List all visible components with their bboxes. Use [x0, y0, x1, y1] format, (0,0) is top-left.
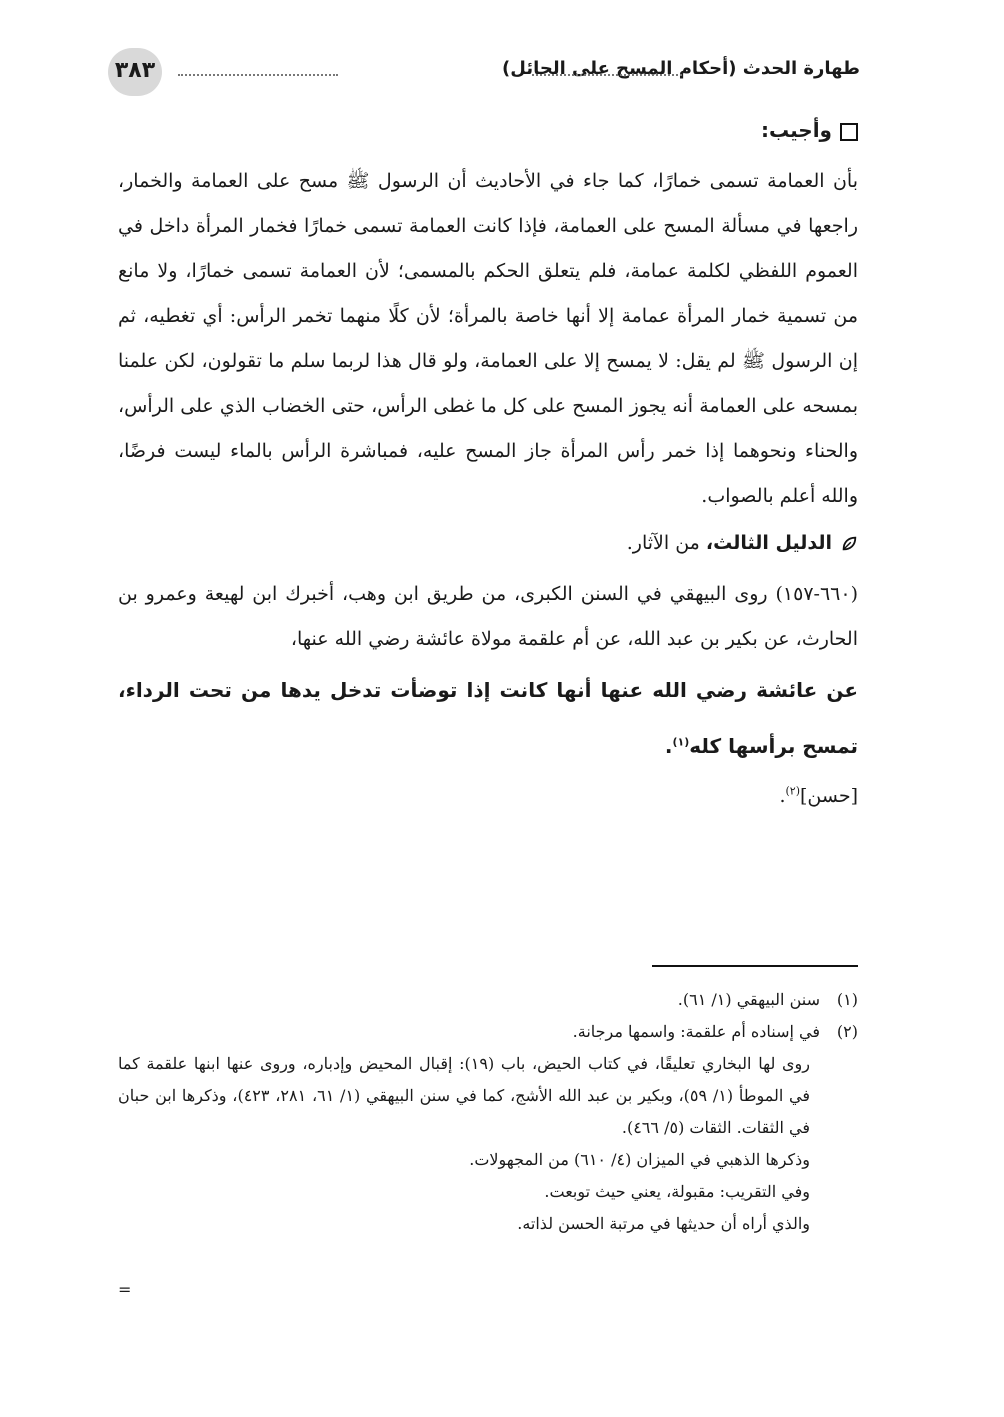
section-heading-text: وأجيب: [760, 118, 832, 142]
footnote [118, 1016, 858, 1048]
footnote-continuation: وفي التقريب: مقبولة، يعني حيث توبعت. [544, 1182, 810, 1201]
footnote-number: (١) [836, 990, 858, 1009]
answer-paragraph: بأن العمامة تسمى خمارًا، كما جاء في الأحاديث أن الرسول ﷺ مسح على العمامة والخمار، راجعها في مسألة المسح على العمامة، فإذا كانت العمامة تسمى خمارًا فخمار المرأة داخل في العموم اللفظي لكلمة عمامة، فلم يتعلق الحكم بالمسمى؛ لأن العمامة تسمى خمارًا، ولا مانع من تسمية خمار المرأة عمامة إلا أنها خاصة بالمرأة؛ لأن كلًا منهما تخمر الرأس: أي تغطيه، ثم إن الرسول ﷺ لم يقل: لا يمسح إلا على العمامة، ولو قال هذا لربما سلم ما تقولون، لكن علمنا بمسحه على العمامة أنه يجوز المسح على كل ما غطى الرأس، حتى الخضاب الذي على الرأس، والحناء ونحوهما إذا خمر رأس المرأة جاز المسح عليه، فمباشرة الرأس بالماء ليست فرضًا، والله أعلم بالصواب. [118, 170, 858, 507]
footnote-text: في إسناده أم علقمة: واسمها مرجانة. [572, 1022, 820, 1041]
footnote-continuation: روى لها البخاري تعليقًا، في كتاب الحيض، باب (١٩): إقبال المحيض وإدباره، وروى عنها ابنها علقمة كما في الموطأ (١/ ٥٩)، وبكير بن عبد الله الأشج، كما في سنن البيهقي (١/ ٦١، ٢٨١، ٤٢٣)، وذكرها ابن حبان في الثقات. الثقات (٥/ ٤٦٦). [118, 1054, 811, 1137]
evidence-label: الدليل الثالث، [705, 532, 832, 554]
evidence-heading [118, 521, 858, 566]
hadith-body: عن عائشة رضي الله عنها أنها كانت إذا توضأت تدخل يدها من تحت الرداء، تمسح برأسها كله [118, 678, 858, 758]
grade-line [118, 774, 858, 819]
footnote-ref-1: (١) [672, 735, 690, 749]
footnote [118, 984, 858, 1016]
section-heading [118, 108, 858, 153]
continuation-mark: = [118, 1280, 132, 1299]
grade-end: . [779, 785, 786, 807]
footnote-separator [652, 965, 858, 967]
hadith-end: . [664, 734, 673, 758]
footnote-text: سنن البيهقي (١/ ٦١). [677, 990, 820, 1009]
grade-text: [حسن] [800, 785, 858, 807]
running-title: طهارة الحدث (أحكام المسح على الحائل) [502, 58, 860, 79]
footnote-continuation: وذكرها الذهبي في الميزان (٤/ ٦١٠) من المجهولات. [469, 1150, 810, 1169]
narration-paragraph: (٦٦٠-١٥٧) روى البيهقي في السنن الكبرى، من طريق ابن وهب، أخبرك ابن لهيعة وعمرو بن الحارث، عن بكير بن عبد الله، عن أم علقمة مولاة عائشة رضي الله عنها، [118, 583, 858, 650]
footnote-ref-2: (٢) [785, 784, 801, 798]
main-text [118, 108, 858, 819]
page-number: ٣٨٣ [108, 48, 162, 96]
hadith-text [118, 662, 858, 774]
footnotes [118, 984, 858, 1240]
checkbox-icon [840, 123, 858, 141]
evidence-text: من الآثار. [626, 532, 706, 554]
footnote-number: (٢) [836, 1022, 858, 1041]
leaf-icon [840, 535, 858, 553]
header-dots-right [532, 74, 682, 76]
footnote-continuation: والذي أراه أن حديثها في مرتبة الحسن لذاته. [517, 1214, 810, 1233]
header-dots-left [178, 74, 338, 76]
page-header [108, 48, 860, 98]
